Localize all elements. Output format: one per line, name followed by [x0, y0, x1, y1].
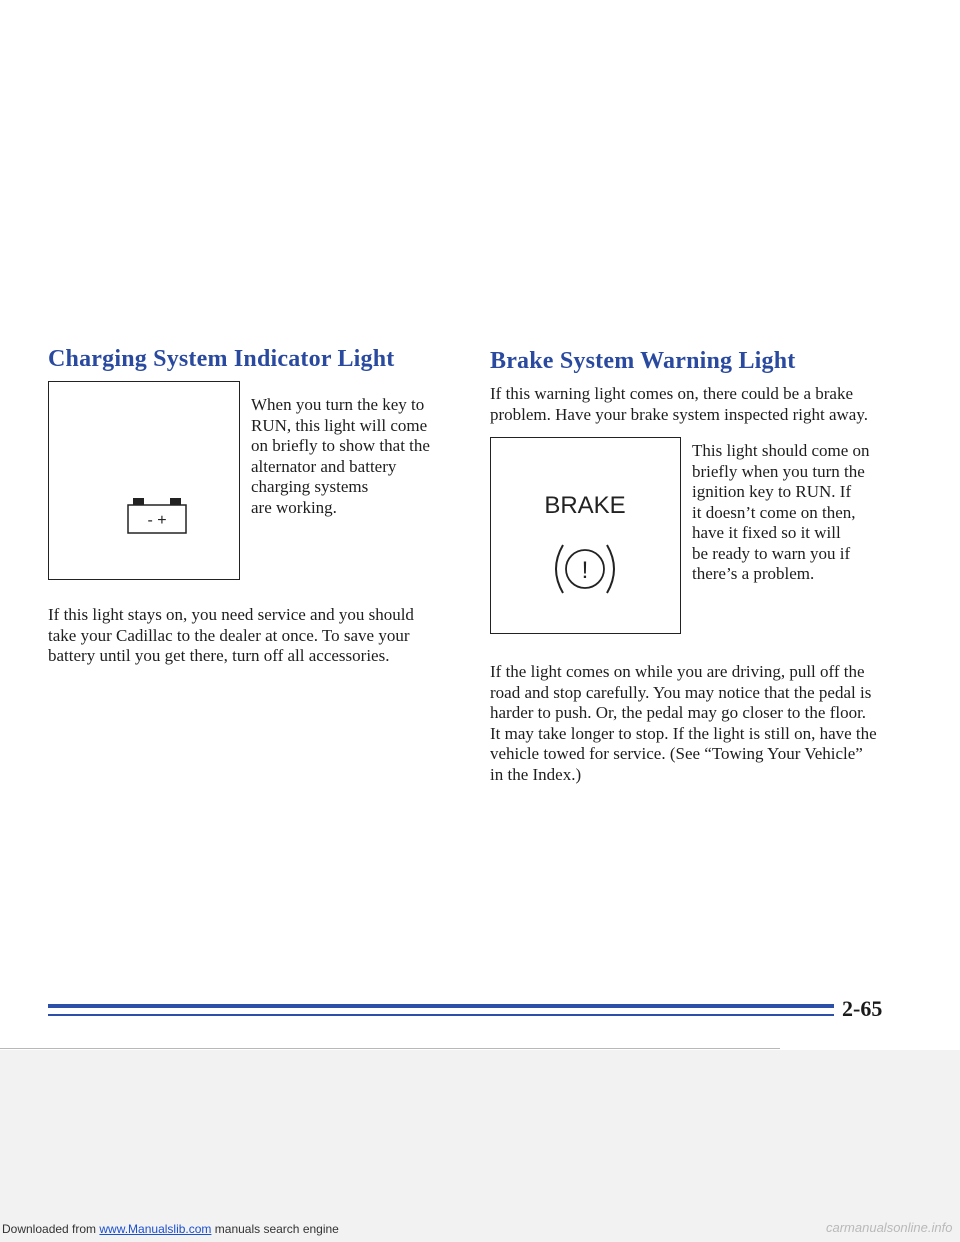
charging-body-text — [48, 605, 414, 667]
text-line: If this light stays on, you need service and you should — [48, 605, 414, 624]
text-line: take your Cadillac to the dealer at once. To save your — [48, 625, 410, 645]
battery-icon-label: - + — [147, 512, 167, 529]
text-line: in the Index.) — [490, 764, 582, 784]
charging-system-heading: Charging System Indicator Light — [48, 346, 395, 372]
text-line: battery until you get there, turn off all accessories. — [48, 646, 390, 665]
brake-intro-text — [490, 384, 868, 425]
watermark: carmanualsonline.info — [826, 1220, 953, 1235]
text-line: there’s a problem. — [692, 564, 815, 583]
text-line: RUN, this light will come — [251, 415, 428, 435]
manualslib-link[interactable]: www.Manualslib.com — [99, 1222, 212, 1236]
brake-system-heading: Brake System Warning Light — [490, 348, 796, 374]
download-footer — [2, 1222, 339, 1236]
brake-warning-icon — [491, 438, 680, 633]
page-rule-thick — [48, 1004, 834, 1008]
text-line: have it fixed so it will — [692, 523, 841, 542]
brake-indicator-illustration — [490, 437, 681, 634]
text-line: be ready to warn you if — [692, 543, 851, 563]
brake-body-text — [490, 662, 877, 785]
charging-side-text — [251, 395, 430, 518]
text-line: road and stop carefully. You may notice that the pedal is — [490, 682, 872, 702]
brake-icon-symbol: ! — [581, 557, 589, 584]
text-line: It may take longer to stop. If the light is still on, have the — [490, 723, 877, 743]
text-line: If the light comes on while you are driving, pull off the — [490, 662, 865, 681]
text-line: If this warning light comes on, there could be a brake — [490, 384, 854, 403]
footer-suffix: manuals search engine — [211, 1222, 339, 1236]
text-line: charging systems — [251, 477, 369, 496]
footer-prefix: Downloaded from — [2, 1222, 100, 1236]
footer-divider — [0, 1048, 780, 1049]
text-line: on briefly to show that the — [251, 436, 430, 455]
page-number: 2-65 — [842, 996, 883, 1021]
brake-side-text — [692, 441, 870, 585]
text-line: briefly when you turn the — [692, 461, 865, 481]
text-line: it doesn’t come on then, — [692, 502, 856, 522]
page-rule-thin — [48, 1014, 834, 1016]
battery-icon — [49, 382, 239, 579]
text-line: harder to push. Or, the pedal may go closer to the floor. — [490, 703, 867, 722]
text-line: vehicle towed for service. (See “Towing Your Vehicle” — [490, 744, 863, 763]
text-line: ignition key to RUN. If — [692, 482, 852, 501]
text-line: alternator and battery — [251, 456, 397, 476]
text-line: are working. — [251, 497, 337, 517]
brake-icon-word: BRAKE — [544, 492, 626, 519]
battery-indicator-illustration — [48, 381, 240, 580]
text-line: problem. Have your brake system inspected right away. — [490, 404, 868, 424]
text-line: When you turn the key to — [251, 395, 425, 414]
text-line: This light should come on — [692, 441, 870, 460]
